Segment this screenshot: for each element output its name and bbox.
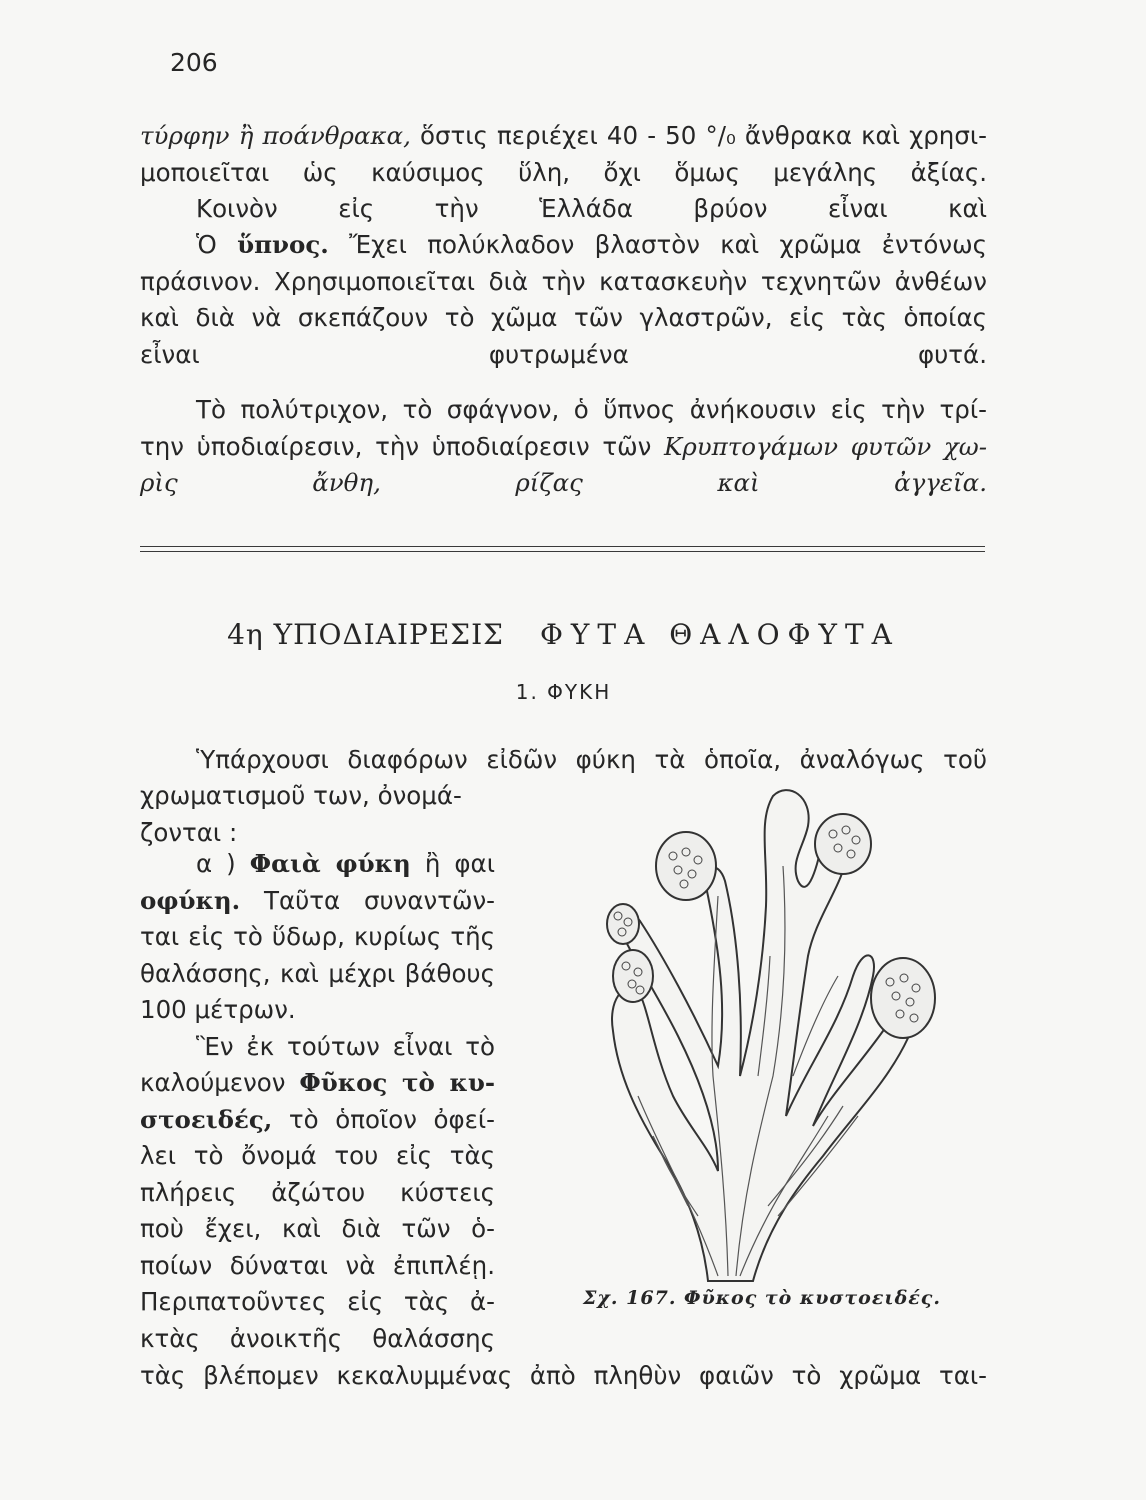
text-line: πλήρεις ἀζώτου κύστεις: [140, 1177, 495, 1207]
text-line: τὰς βλέπομεν κεκαλυμμένας ἀπὸ πληθὺν φαιῶν τὸ χρῶμα ται-: [140, 1361, 987, 1390]
text-line: Τὸ πολύτριχον, τὸ σφάγνον, ὁ ὕπνος ἀνήκουσιν εἰς τὴν τρί-: [196, 395, 987, 424]
paragraph-last-line: [140, 1358, 987, 1395]
text-run: α ): [196, 849, 236, 878]
text-run: καλούμενον: [140, 1068, 286, 1097]
text-line: 100 μέτρων.: [140, 995, 296, 1024]
text-line: πράσινον. Χρησιμοποιεῖται διὰ τὴν κατασκευὴν τεχνητῶν ἀνθέων: [140, 266, 987, 296]
paragraph-cryptogams: [140, 392, 987, 502]
text-line: [140, 429, 987, 466]
paragraph-algae-intro: [140, 742, 987, 779]
double-rule-top: [140, 546, 985, 547]
text-line: Ὑπάρχουσι διαφόρων εἰδῶν φύκη τὰ ὁποῖα, ἀναλόγως τοῦ: [196, 745, 987, 774]
column-brown-algae: [140, 846, 495, 1357]
double-rule-bottom: [140, 551, 985, 552]
subheading: 1. ΦΥΚΗ: [515, 680, 612, 704]
text-line: καὶ διὰ νὰ σκεπάζουν τὸ χῶμα τῶν γλαστρῶν, εἰς τὰς ὁποίας: [140, 303, 987, 332]
bold-term: ὕπνος.: [237, 230, 329, 259]
text-line: μοποιεῖται ὡς καύσιμος ὕλη, ὄχι ὅμως μεγάλης ἀξίας.: [140, 157, 987, 187]
text-line: ρὶς ἄνθη, ρίζας καὶ ἀγγεῖα.: [140, 468, 987, 497]
text-run: Ταῦτα συναντῶν-: [264, 885, 495, 915]
page-number: 206: [170, 48, 218, 77]
text-line: [140, 118, 987, 155]
text-line: εἶναι φυτρωμένα φυτά.: [140, 339, 987, 369]
text-run: την ὑποδιαίρεσιν, τὴν ὑποδιαίρεσιν τῶν: [140, 431, 652, 461]
paragraph-algae-intro-cont: [140, 778, 500, 851]
section-title: ΦΥΤΑ ΘΑΛΟΦΥΤΑ: [539, 618, 900, 651]
bold-term: Φῦκος τὸ κυ-: [299, 1068, 495, 1097]
paragraph-common-moss: [140, 191, 987, 228]
section-heading: [140, 618, 987, 651]
text-line: Ἓν ἐκ τούτων εἶναι τὸ: [196, 1031, 495, 1061]
text-line: χρωματισμοῦ των, ὀνομά-: [140, 781, 462, 810]
text-run: ἢ φαι: [424, 849, 496, 878]
text-line: ποίων δύναται νὰ ἐπιπλέῃ.: [140, 1250, 495, 1280]
text-line: λει τὸ ὄνομά του εἰς τὰς: [140, 1141, 495, 1170]
text-run: τὸ ὁποῖον ὀφεί-: [288, 1104, 495, 1134]
text-line: [140, 1065, 495, 1102]
text-run: Ὁ: [196, 230, 217, 259]
figure-caption: Σχ. 167. Φῦκος τὸ κυστοειδές.: [583, 1287, 941, 1309]
text-line: Περιπατοῦντες εἰς τὰς ἀ-: [140, 1287, 495, 1316]
text-line: [140, 227, 987, 264]
text-line: ται εἰς τὸ ὕδωρ, κυρίως τῆς: [140, 922, 495, 951]
italic-term: τύρφην ἢ ποάνθρακα,: [140, 121, 411, 150]
text-line: ποὺ ἔχει, καὶ διὰ τῶν ὁ-: [140, 1214, 495, 1243]
text-line: [140, 846, 495, 883]
text-line: ζονται :: [140, 817, 238, 847]
section-number: 4η ΥΠΟΔΙΑΙΡΕΣΙΣ: [227, 618, 504, 651]
bold-term: στοειδές,: [140, 1104, 273, 1134]
bold-term: οφύκη.: [140, 885, 241, 915]
text-line: κτὰς ἀνοικτῆς θαλάσσης: [140, 1323, 495, 1353]
text-line: [140, 883, 495, 920]
text-line: [140, 1102, 495, 1139]
bold-term: Φαιὰ φύκη: [249, 849, 411, 878]
fucus-vesiculosus-illustration: [568, 776, 968, 1286]
text-line: θαλάσσης, καὶ μέχρι βάθους: [140, 958, 495, 988]
text-line: Κοινὸν εἰς τὴν Ἑλλάδα βρύον εἶναι καὶ: [196, 194, 987, 223]
text-run: Ἔχει πολύκλαδον βλαστὸν καὶ χρῶμα ἐντόνως: [349, 230, 987, 259]
paragraph-hypnum: [140, 227, 987, 373]
paragraph-peat: [140, 118, 987, 191]
italic-term: Κρυπτογάμων φυτῶν χω-: [664, 431, 988, 461]
text-run: ὅστις περιέχει 40 - 50 °/₀ ἄνθρακα καὶ χρησι-: [420, 121, 987, 150]
